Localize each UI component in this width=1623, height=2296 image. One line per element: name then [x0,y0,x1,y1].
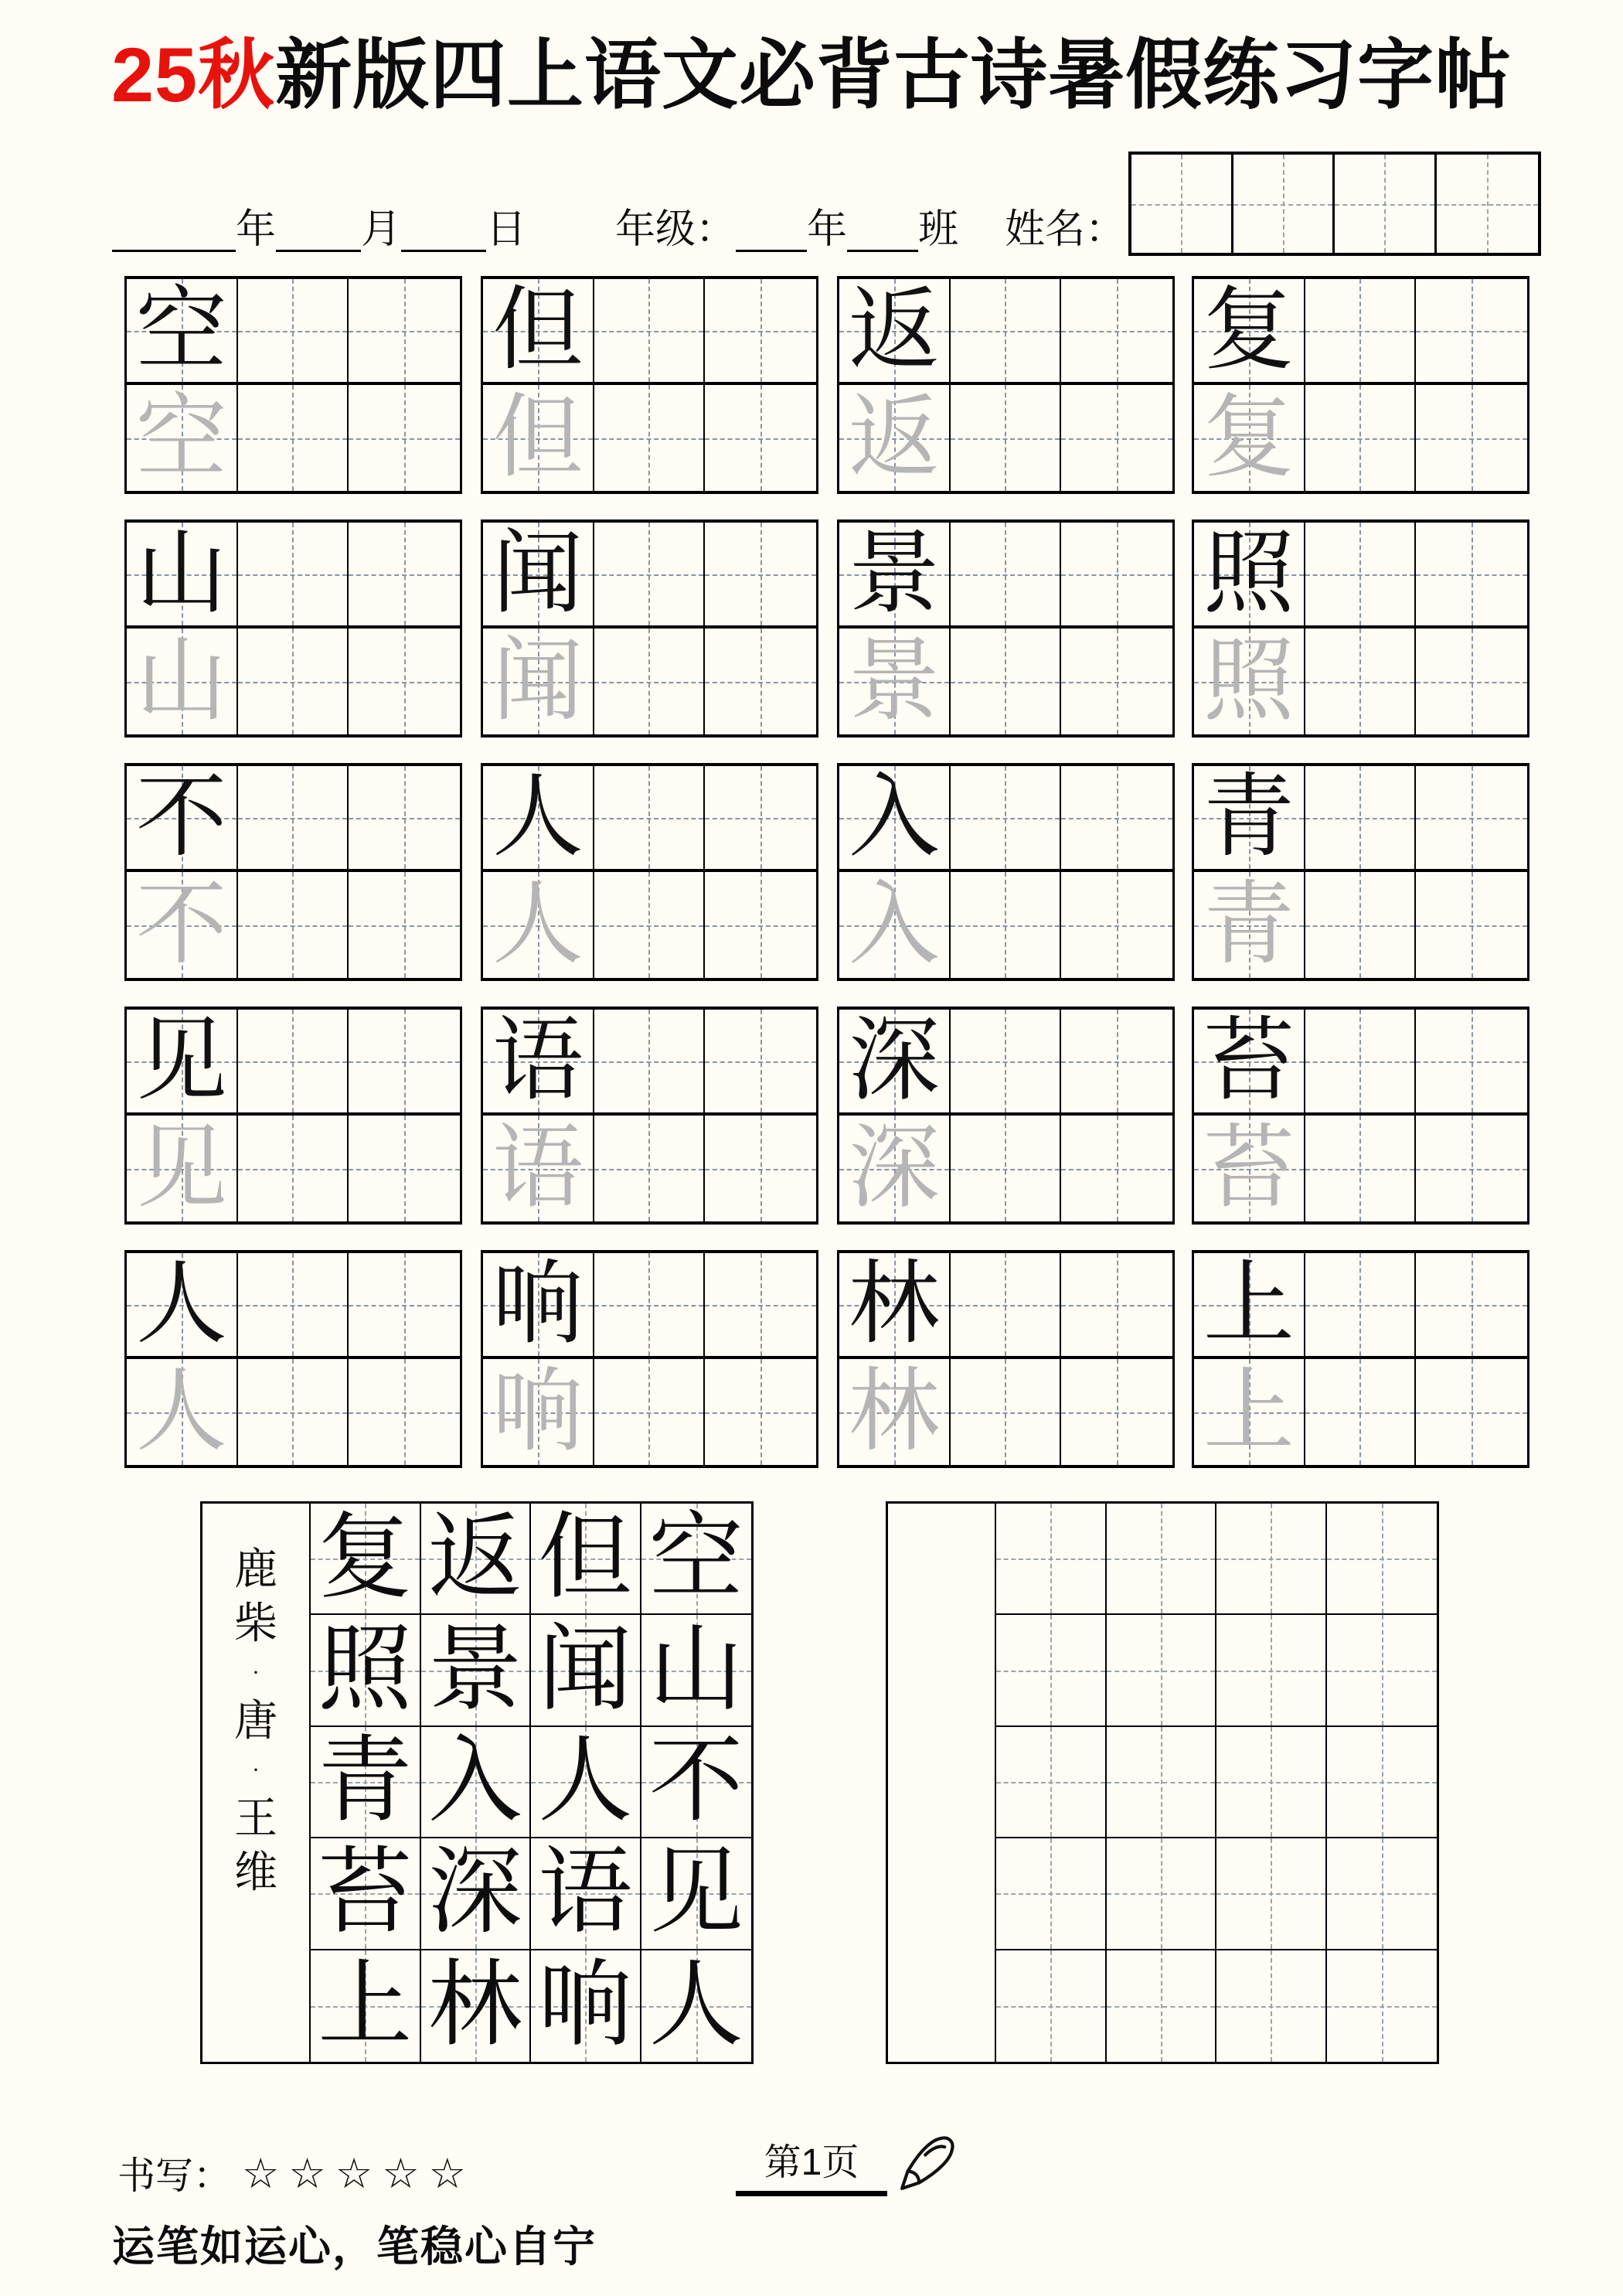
model-character: 入 [848,766,940,868]
practice-cell [349,523,460,629]
poem-cell [421,1615,532,1726]
practice-cell [1061,766,1172,872]
trace-character: 景 [848,630,940,732]
practice-cell [951,1359,1062,1465]
practice-cell [1416,629,1527,734]
practice-cell [127,1116,238,1221]
practice-cell [705,1359,816,1465]
practice-cell [1416,1359,1527,1465]
poem-character: 人 [538,1729,633,1834]
copy-cell [1216,1727,1327,1838]
practice-cell [349,1116,460,1221]
poem-cell [421,1838,532,1950]
poem-cell [531,1504,641,1615]
model-character: 响 [492,1253,584,1355]
poem-character: 空 [648,1506,743,1611]
practice-cell [1194,1359,1305,1465]
practice-cell [594,766,706,872]
poem-character: 不 [648,1729,743,1834]
practice-cell [238,1116,349,1221]
practice-group [1192,763,1529,981]
grade-year-label: 年 [807,208,848,253]
model-character: 景 [848,523,940,625]
poem-title-char: 唐 [234,1698,277,1746]
practice-cell [127,1359,238,1465]
trace-character: 人 [135,1361,227,1463]
practice-group [124,1250,462,1468]
rating-label: 书写： [117,2155,232,2197]
practice-cell [127,523,238,629]
practice-cell [349,766,460,872]
practice-cell [349,1010,460,1116]
trace-character: 响 [492,1361,584,1463]
practice-cell [238,1359,349,1465]
practice-cell [1061,385,1172,491]
practice-cell [594,872,706,978]
practice-cell [594,385,706,491]
practice-cell [1061,1253,1172,1359]
trace-character: 林 [848,1361,940,1463]
copy-cell [1107,1615,1217,1726]
trace-character: 上 [1203,1361,1295,1463]
poem-title-vertical [202,1504,311,2062]
name-cell [1335,155,1437,253]
motto-text: 运笔如运心，笔稳心自宁 [112,2223,597,2270]
practice-cell [127,1010,238,1116]
practice-cell [951,385,1062,491]
practice-group [481,1007,818,1225]
poem-title-char: · [252,1660,260,1685]
poem-cell [531,1727,641,1838]
copy-cell [1327,1950,1438,2062]
practice-cell [1305,385,1417,491]
practice-cell [1194,1116,1305,1221]
poem-copy-grid [886,1501,1439,2064]
practice-cell [839,1253,951,1359]
practice-cell [839,629,951,734]
model-character: 闻 [492,523,584,625]
poem-character: 人 [648,1953,743,2058]
day-label: 日 [486,208,527,253]
poem-cell [641,1727,752,1838]
poem-character: 但 [538,1506,633,1611]
practice-cell [1194,1253,1305,1359]
practice-group [481,763,818,981]
name-cell [1131,155,1233,253]
poem-cell [311,1504,421,1615]
poem-character: 响 [538,1953,633,2058]
practice-group [481,276,818,494]
practice-group [1192,276,1529,494]
practice-cell [1305,1253,1417,1359]
practice-cell [349,279,460,385]
practice-cell [705,523,816,629]
practice-cell [1061,872,1172,978]
poem-cell [421,1950,532,2062]
practice-cell [483,1116,594,1221]
pen-icon [886,2124,966,2205]
copy-cell [1216,1950,1327,2062]
poem-character: 苔 [318,1841,413,1946]
practice-group [837,519,1175,738]
trace-character: 见 [135,1117,227,1219]
model-character: 人 [492,766,584,868]
poem-cell [531,1950,641,2062]
practice-cell [483,872,594,978]
class-blank [847,206,918,252]
model-character: 空 [135,279,227,381]
model-character: 语 [492,1010,584,1112]
practice-cell [238,523,349,629]
poem-cell [531,1838,641,1950]
practice-cell [1416,523,1527,629]
practice-cell [483,766,594,872]
trace-character: 照 [1203,630,1295,732]
practice-cell [1061,523,1172,629]
practice-cell [127,872,238,978]
poem-cell [311,1615,421,1726]
practice-group [124,763,462,981]
poem-cell [641,1950,752,2062]
model-character: 深 [848,1010,940,1112]
practice-cell [951,766,1062,872]
model-character: 上 [1203,1253,1295,1355]
copy-cell [1107,1950,1217,2062]
practice-cell [839,872,951,978]
practice-cell [238,279,349,385]
poem-character: 景 [427,1617,522,1722]
copy-cell [996,1504,1107,1615]
practice-cell [705,1116,816,1221]
grade-label: 年级： [615,208,737,253]
copy-cell [1107,1504,1217,1615]
practice-cell [483,1359,594,1465]
practice-cell [1305,1359,1417,1465]
copy-cell [1327,1504,1438,1615]
practice-cell [1416,1253,1527,1359]
trace-character: 返 [848,387,940,489]
trace-character: 入 [848,874,940,976]
practice-cell [705,1253,816,1359]
title-main-text: 新版四上语文必背古诗暑假练习字帖 [275,32,1512,118]
model-character: 苔 [1203,1010,1295,1112]
poem-cell [311,1838,421,1950]
practice-cell [127,766,238,872]
copy-cell [996,1950,1107,2062]
poem-cell [641,1504,752,1615]
model-character: 人 [135,1253,227,1355]
practice-cell [1305,766,1417,872]
practice-cell [594,523,706,629]
name-cell [1437,155,1539,253]
name-cell [1233,155,1335,253]
practice-cell [594,1116,706,1221]
practice-cell [1061,1359,1172,1465]
practice-cell [483,1253,594,1359]
practice-group [124,519,462,738]
poem-character: 上 [318,1953,413,2058]
model-character: 返 [848,279,940,381]
model-character: 山 [135,523,227,625]
poem-character: 见 [648,1841,743,1946]
trace-character: 青 [1203,874,1295,976]
practice-cell [1194,385,1305,491]
practice-cell [839,279,951,385]
practice-cell [951,629,1062,734]
date-class-name-line [112,192,1125,252]
poem-character: 山 [648,1617,743,1722]
class-label: 班 [918,208,959,253]
poem-cell [531,1615,641,1726]
practice-cell [839,523,951,629]
copy-cells [996,1504,1437,2062]
date-day-blank [401,206,486,252]
poem-reference-grid [200,1501,754,2064]
practice-cell [238,766,349,872]
practice-group [481,1250,818,1468]
poem-title-char: 鹿 [234,1546,277,1594]
practice-cell [1194,872,1305,978]
model-character: 照 [1203,523,1295,625]
poem-character: 复 [318,1506,413,1611]
poem-title-char: 王 [234,1795,277,1843]
practice-cell [127,629,238,734]
model-character: 见 [135,1010,227,1112]
copy-cell [996,1727,1107,1838]
copy-cell [1327,1727,1438,1838]
practice-cell [1194,629,1305,734]
practice-cell [1061,1010,1172,1116]
model-character: 不 [135,766,227,868]
practice-cell [951,523,1062,629]
month-label: 月 [361,208,402,253]
poem-cell [421,1727,532,1838]
poem-title-char: 柴 [234,1600,277,1648]
practice-cell [1416,1010,1527,1116]
practice-group [1192,1250,1529,1468]
model-character: 林 [848,1253,940,1355]
practice-cell [1416,279,1527,385]
practice-group [124,276,462,494]
practice-cell [238,385,349,491]
poem-cell [641,1838,752,1950]
trace-character: 语 [492,1117,584,1219]
copy-cell [996,1838,1107,1950]
page-number: 第1页 [764,2142,859,2183]
model-character: 但 [492,279,584,381]
practice-cell [127,385,238,491]
name-entry-grid [1128,152,1541,256]
practice-cell [594,629,706,734]
practice-cell [951,1116,1062,1221]
page-number-underline [736,2191,887,2196]
practice-cell [1061,279,1172,385]
practice-cell [594,1253,706,1359]
grade-year-blank [736,206,807,252]
poem-cell [311,1727,421,1838]
practice-group [837,1007,1175,1225]
practice-cell [951,1253,1062,1359]
practice-cell [127,279,238,385]
page-title [0,14,1623,124]
practice-cell [1305,1010,1417,1116]
trace-character: 人 [492,874,584,976]
practice-cell [705,279,816,385]
practice-cell [1416,1116,1527,1221]
copy-title-column-empty [888,1504,996,2062]
poem-title-char: · [252,1757,260,1783]
copy-cell [1216,1504,1327,1615]
trace-character: 不 [135,874,227,976]
practice-cell [839,1116,951,1221]
poem-cell [311,1950,421,2062]
practice-group [837,763,1175,981]
title-edition: 25秋 [111,32,276,118]
practice-cell [483,523,594,629]
practice-cell [1305,1116,1417,1221]
practice-cell [705,872,816,978]
practice-cell [483,385,594,491]
practice-cell [705,766,816,872]
practice-cell [705,385,816,491]
practice-cell [839,1010,951,1116]
practice-cell [705,629,816,734]
rating-stars: ☆☆☆☆☆ [242,2148,476,2198]
rating-row [117,2146,475,2200]
practice-cell [483,629,594,734]
poem-cell [641,1615,752,1726]
trace-character: 苔 [1203,1117,1295,1219]
poem-character: 青 [318,1729,413,1834]
practice-cell [1305,523,1417,629]
poem-character: 入 [427,1729,522,1834]
copy-cell [1216,1838,1327,1950]
practice-cell [238,629,349,734]
poem-character: 照 [318,1617,413,1722]
practice-cell [1416,385,1527,491]
poem-cell [421,1504,532,1615]
poem-character: 语 [538,1841,633,1946]
trace-character: 但 [492,387,584,489]
trace-character: 深 [848,1117,940,1219]
practice-cell [1194,279,1305,385]
trace-character: 复 [1203,387,1295,489]
practice-cell [839,1359,951,1465]
practice-group [1192,1007,1529,1225]
practice-cell [594,1010,706,1116]
practice-cell [705,1010,816,1116]
practice-group [124,1007,462,1225]
copy-cell [1216,1615,1327,1726]
copy-cell [996,1615,1107,1726]
practice-cell [1416,766,1527,872]
practice-cell [483,1010,594,1116]
date-month-blank [276,206,361,252]
practice-cell [1305,872,1417,978]
practice-group [837,276,1175,494]
copy-cell [1327,1838,1438,1950]
practice-cell [127,1253,238,1359]
copy-cell [1107,1838,1217,1950]
practice-cell [1305,629,1417,734]
practice-group [481,519,818,738]
trace-character: 空 [135,387,227,489]
practice-cell [594,279,706,385]
poem-character: 深 [427,1841,522,1946]
poem-title-char: 维 [234,1849,277,1897]
practice-cell [1194,766,1305,872]
practice-cell [1061,1116,1172,1221]
practice-cell [238,1253,349,1359]
poem-character: 闻 [538,1617,633,1722]
copy-cell [1107,1727,1217,1838]
date-year-blank [112,206,236,252]
practice-group [1192,519,1529,738]
practice-group [837,1250,1175,1468]
practice-cell [1194,1010,1305,1116]
practice-cell [839,385,951,491]
practice-cell [349,629,460,734]
practice-cell [1061,629,1172,734]
practice-cell [1305,279,1417,385]
practice-cell [349,385,460,491]
practice-cell [839,766,951,872]
practice-cell [1416,872,1527,978]
copy-cell [1327,1615,1438,1726]
trace-character: 闻 [492,630,584,732]
model-character: 青 [1203,766,1295,868]
trace-character: 山 [135,630,227,732]
year-label: 年 [236,208,277,253]
name-label: 姓名： [1005,208,1126,253]
practice-cell [594,1359,706,1465]
practice-cell [238,1010,349,1116]
poem-character: 返 [427,1506,522,1611]
practice-cell [349,1359,460,1465]
practice-cell [951,1010,1062,1116]
practice-cell [951,279,1062,385]
model-character: 复 [1203,279,1295,381]
practice-cell [349,1253,460,1359]
practice-cell [483,279,594,385]
poem-character: 林 [427,1953,522,2058]
practice-cell [951,872,1062,978]
practice-cell [1194,523,1305,629]
practice-cell [349,872,460,978]
practice-cell [238,872,349,978]
poem-cells [311,1504,751,2062]
